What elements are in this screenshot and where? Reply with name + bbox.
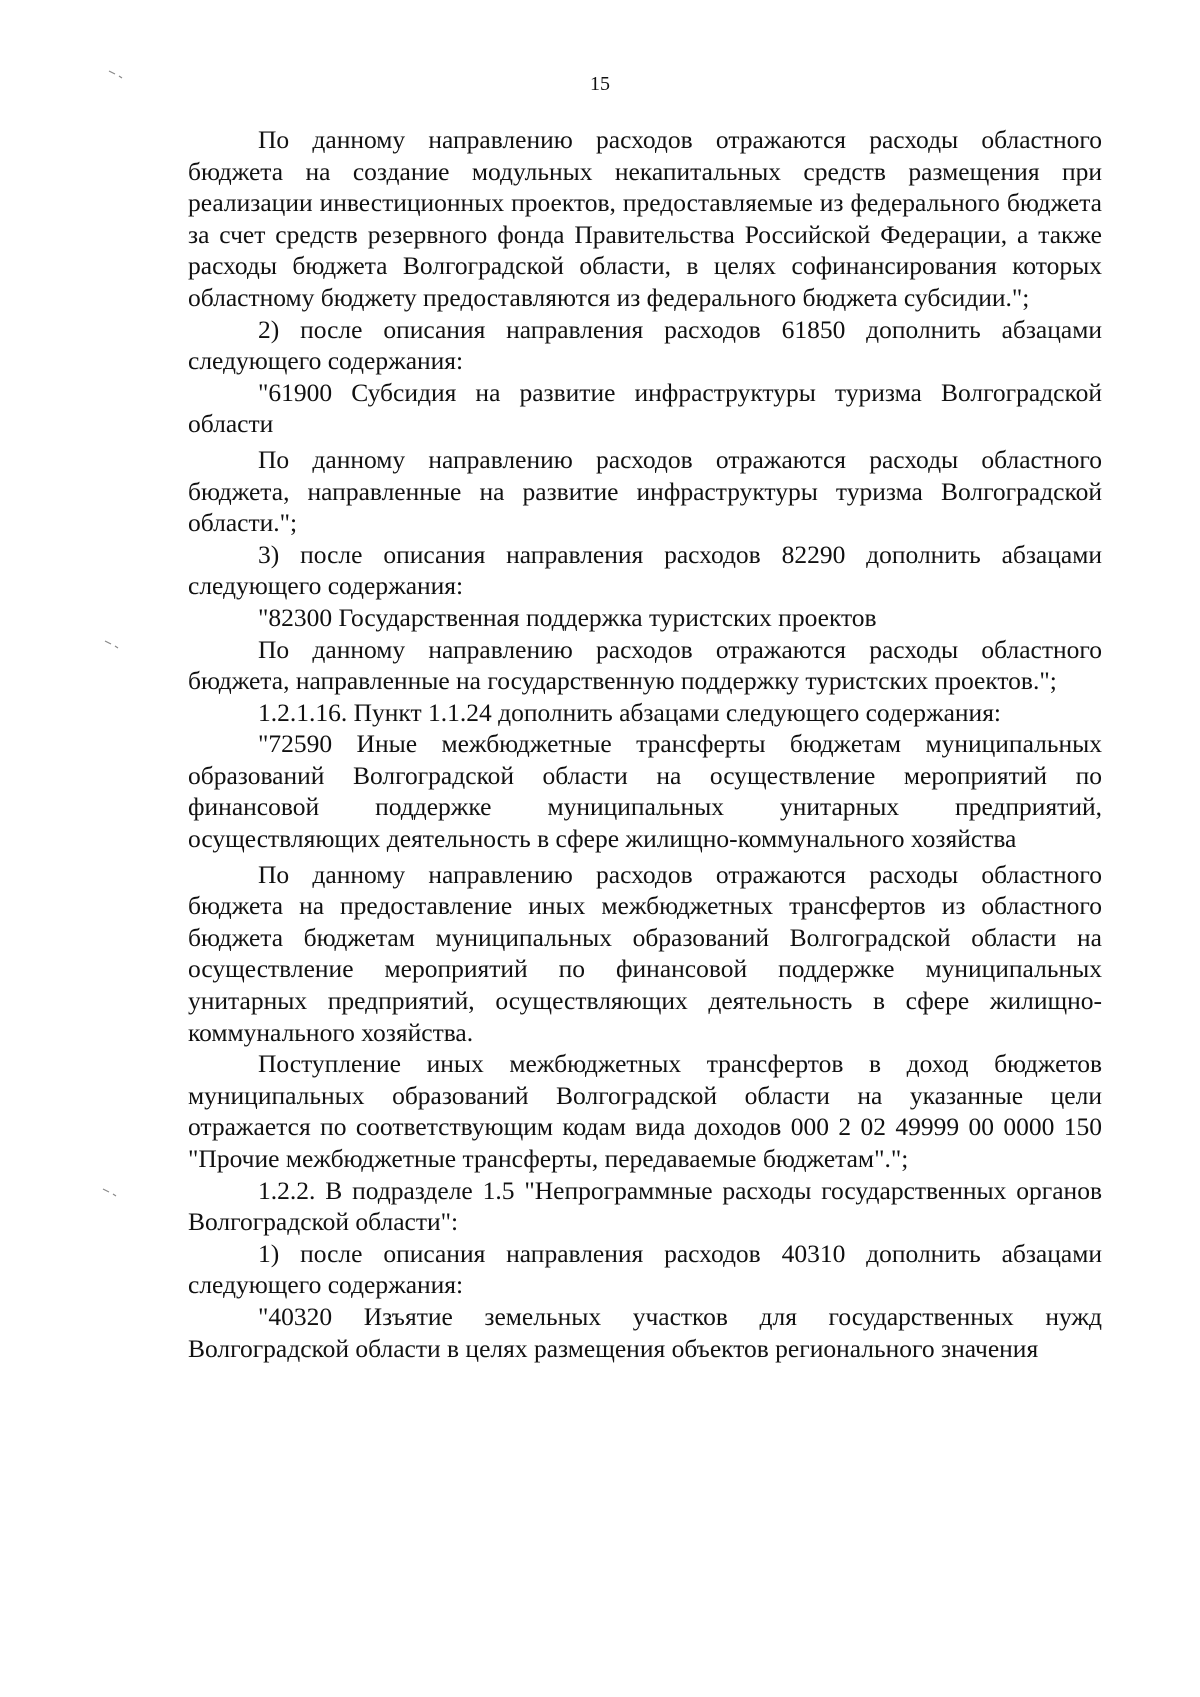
paragraph: По данному направлению расходов отражаются расходы областного бюджета, направленные на развитие инфраструктуры туризма Волгоградской области."; bbox=[188, 444, 1102, 538]
paragraph: 1.2.1.16. Пункт 1.1.24 дополнить абзацами следующего содержания: bbox=[258, 697, 1002, 727]
paragraph: По данному направлению расходов отражаются расходы областного бюджета на предоставление иных межбюджетных трансфертов из областного бюджета бюджетам муниципальных образований Волгоградской области на осуществление мероприятий по финансовой поддержке муниципальных унитарных предприятий, осуществляющих деятельность в сфере жилищно-коммунального хозяйства. bbox=[188, 859, 1102, 1047]
page-number: 15 bbox=[590, 73, 610, 95]
document-body bbox=[188, 124, 1102, 1364]
paragraph: "72590 Иные межбюджетные трансферты бюджетам муниципальных образований Волгоградской области на осуществление мероприятий по финансовой поддержке муниципальных унитарных предприятий, осуществляющих деятельность в сфере жилищно-коммунального хозяйства bbox=[188, 729, 1102, 854]
paragraph: По данному направлению расходов отражаются расходы областного бюджета на создание модульных некапитальных средств размещения при реализации инвестиционных проектов, предоставляемые из федерального бюджета за счет средств резервного фонда Правительства Российской Федерации, а также расходы бюджета Волгоградской области, в целях софинансирования которых областному бюджету предоставляются из федерального бюджета субсидии."; bbox=[188, 125, 1102, 312]
paragraph: По данному направлению расходов отражаются расходы областного бюджета, направленные на государственную поддержку туристских проектов."; bbox=[188, 634, 1102, 696]
paragraph: "61900 Субсидия на развитие инфраструктуры туризма Волгоградской области bbox=[188, 377, 1102, 439]
paragraph: "82300 Государственная поддержка туристских проектов bbox=[258, 602, 877, 632]
paragraph: 1) после описания направления расходов 40310 дополнить абзацами следующего содержания: bbox=[188, 1238, 1102, 1300]
scan-margin-mark bbox=[104, 640, 122, 650]
paragraph: 2) после описания направления расходов 61850 дополнить абзацами следующего содержания: bbox=[188, 314, 1102, 376]
paragraph: Поступление иных межбюджетных трансфертов в доход бюджетов муниципальных образований Волгоградской области на указанные цели отражается по соответствующим кодам вида доходов 000 2 02 49999 00 0000 150 "Прочие межбюджетные трансферты, передаваемые бюджетам"."; bbox=[188, 1049, 1102, 1173]
paragraph: "40320 Изъятие земельных участков для государственных нужд Волгоградской области в целях размещения объектов регионального значения bbox=[188, 1301, 1102, 1363]
scan-margin-mark bbox=[102, 1188, 120, 1198]
paragraph: 3) после описания направления расходов 82290 дополнить абзацами следующего содержания: bbox=[188, 539, 1102, 601]
paragraph: 1.2.2. В подразделе 1.5 "Непрограммные расходы государственных органов Волгоградской области": bbox=[188, 1175, 1102, 1237]
